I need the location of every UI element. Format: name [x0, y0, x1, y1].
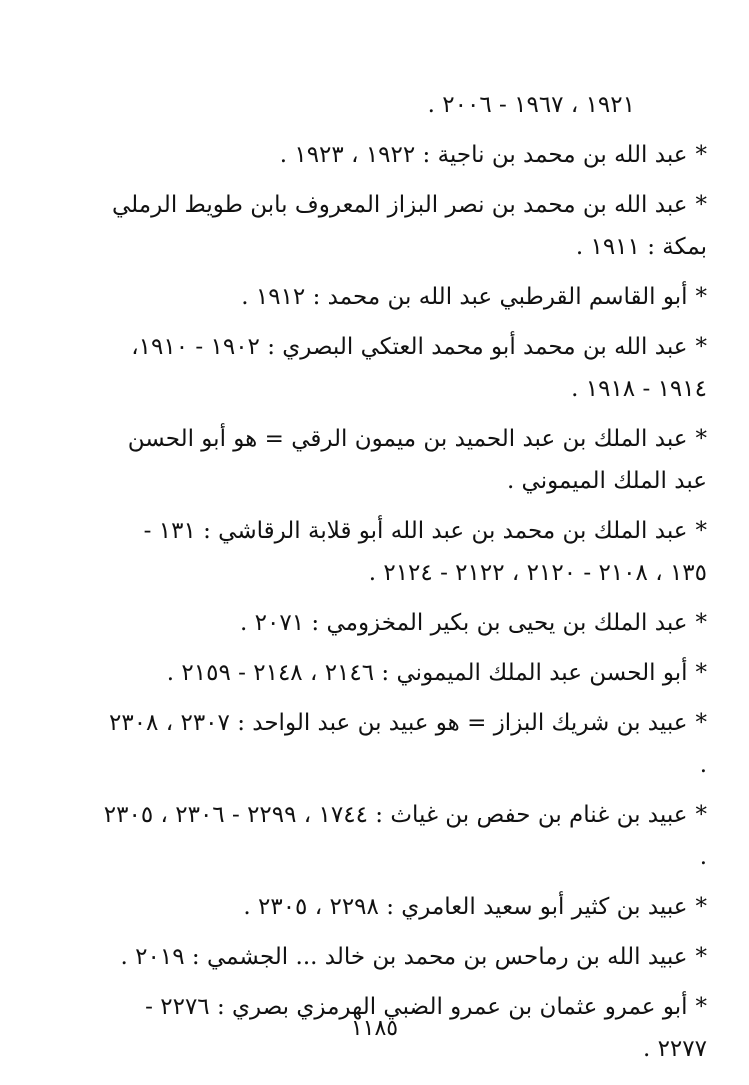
entry-star-marker: * — [695, 192, 707, 218]
entry-star-marker: * — [695, 944, 707, 970]
index-entry — [100, 326, 707, 410]
index-entry — [100, 936, 707, 978]
page-number: ١١٨٥ — [350, 1016, 399, 1041]
entry-text: عبد الله بن محمد بن ناجية : ١٩٢٢ ، ١٩٢٣ . — [279, 142, 688, 168]
entry-star-marker: * — [695, 660, 707, 686]
entry-text: ١٩٢١ ، ١٩٦٧ - ٢٠٠٦ . — [427, 92, 635, 118]
index-entry — [100, 418, 707, 502]
entry-text: عبيد الله بن رماحس بن محمد بن خالد ... الجشمي : ٢٠١٩ . — [120, 944, 688, 970]
entry-text: عبد الملك بن محمد بن عبد الله أبو قلابة الرقاشي : ١٣١ - ١٣٥ ، ٢١٠٨ - ٢١٢٠ ، ٢١٢٢ - ٢١٢٤ . — [143, 518, 707, 586]
index-entry — [100, 602, 707, 644]
entry-star-marker: * — [695, 994, 707, 1020]
index-entry — [100, 276, 707, 318]
entry-star-marker: * — [695, 518, 707, 544]
index-entry — [100, 702, 707, 786]
index-entry — [100, 184, 707, 268]
entry-star-marker: * — [695, 610, 707, 636]
entry-text: عبد الله بن محمد أبو محمد العتكي البصري : ١٩٠٢ - ١٩١٠، ١٩١٤ - ١٩١٨ . — [131, 334, 707, 402]
entry-text: أبو الحسن عبد الملك الميموني : ٢١٤٦ ، ٢١٤٨ - ٢١٥٩ . — [166, 660, 688, 686]
index-entry — [100, 84, 635, 126]
entry-text: عبد الله بن محمد بن نصر البزاز المعروف بابن طويط الرملي بمكة : ١٩١١ . — [112, 192, 707, 260]
entry-star-marker: * — [695, 894, 707, 920]
entry-text: عبيد بن كثير أبو سعيد العامري : ٢٢٩٨ ، ٢٣٠٥ . — [243, 894, 688, 920]
entry-text: عبيد بن غنام بن حفص بن غياث : ١٧٤٤ ، ٢٢٩٩ - ٢٣٠٦ ، ٢٣٠٥ . — [103, 802, 707, 870]
entry-text: عبد الملك بن يحيى بن بكير المخزومي : ٢٠٧١ . — [240, 610, 688, 636]
index-entry — [100, 794, 707, 878]
entry-text: أبو عمرو عثمان بن عمرو الضبي الهرمزي بصري : ٢٢٧٦ - ٢٢٧٧ . — [145, 994, 707, 1062]
entry-star-marker: * — [695, 802, 707, 828]
entry-star-marker: * — [695, 426, 707, 452]
entry-star-marker: * — [695, 284, 707, 310]
index-entry — [100, 886, 707, 928]
index-entry — [100, 510, 707, 594]
index-entry — [100, 134, 707, 176]
entry-text: عبد الملك بن عبد الحميد بن ميمون الرقي = هو أبو الحسن عبد الملك الميموني . — [127, 426, 707, 494]
entry-text: عبيد بن شريك البزاز = هو عبيد بن عبد الواحد : ٢٣٠٧ ، ٢٣٠٨ . — [109, 710, 707, 778]
entry-text: أبو القاسم القرطبي عبد الله بن محمد : ١٩١٢ . — [241, 284, 688, 310]
entry-star-marker: * — [695, 142, 707, 168]
entry-star-marker: * — [695, 334, 707, 360]
entry-star-marker: * — [695, 710, 707, 736]
index-entries — [100, 84, 707, 1078]
index-entry — [100, 652, 707, 694]
